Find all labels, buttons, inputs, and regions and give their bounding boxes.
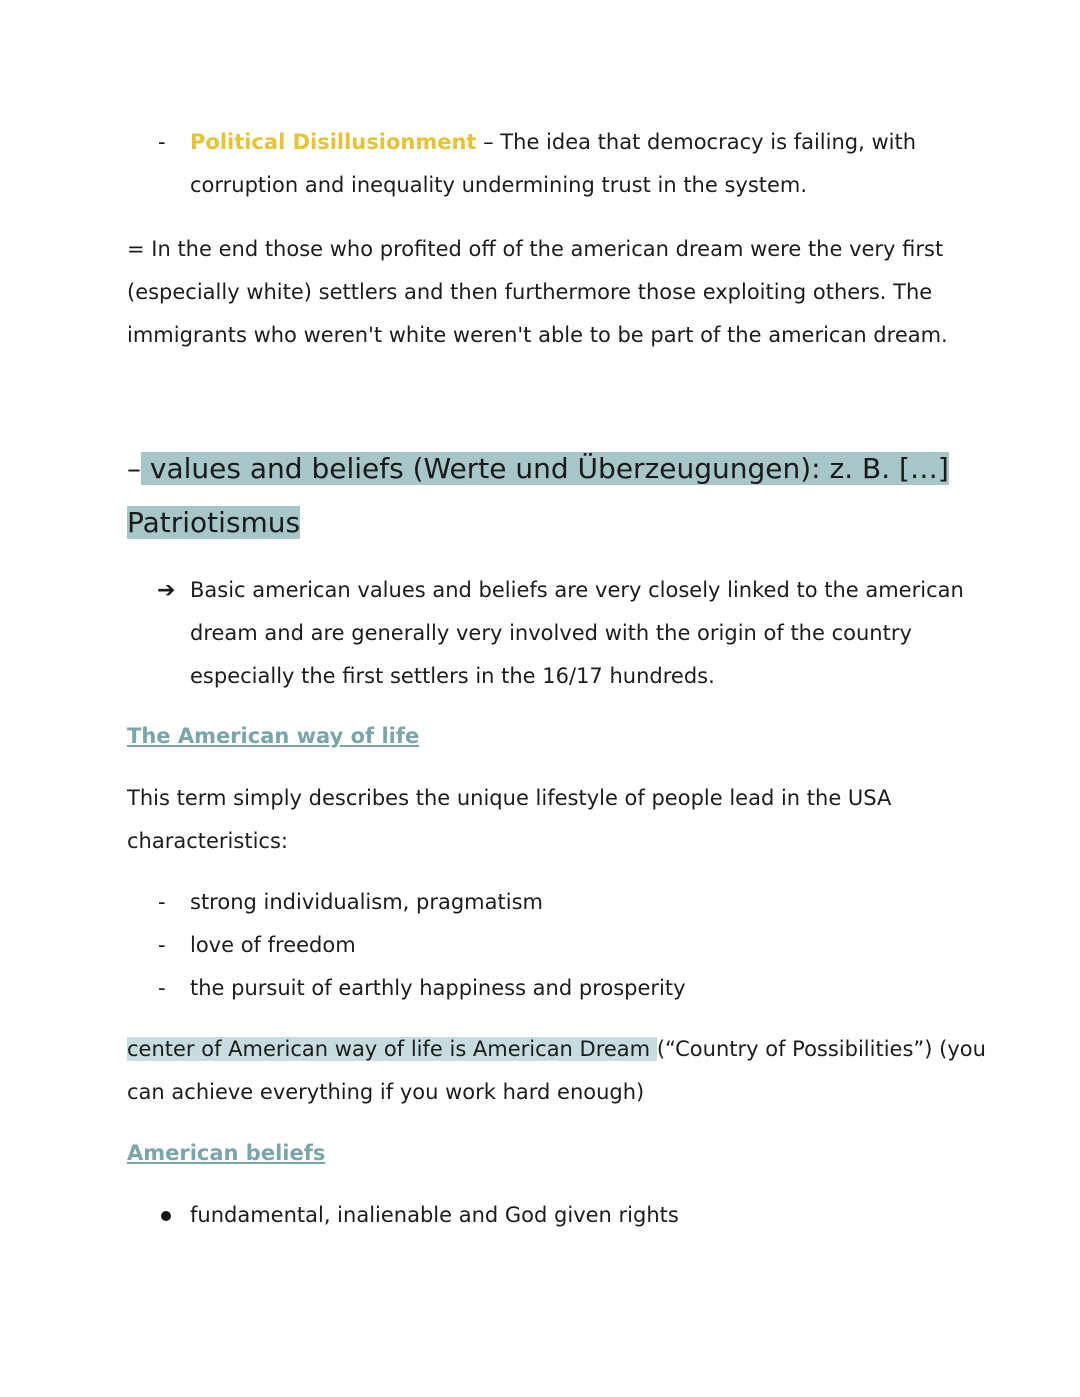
heading-highlighted-text: Patriotismus: [127, 506, 301, 539]
arrow-item-line: Basic american values and beliefs are very closely linked to the american: [190, 578, 964, 602]
heading-dash: –: [127, 452, 141, 485]
conclusion-line: = In the end those who profited off of the american dream were the very first: [127, 237, 944, 261]
center-paragraph-line: [127, 1028, 986, 1071]
list-marker: -: [158, 890, 166, 914]
list-marker: -: [158, 976, 166, 1000]
belief-list-item: [158, 1194, 679, 1237]
list-marker: -: [158, 933, 166, 957]
list-marker: -: [158, 130, 166, 154]
section-title-american-beliefs: American beliefs: [127, 1141, 326, 1165]
section-title-way-of-life: The American way of life: [127, 724, 420, 748]
keyword-political-disillusionment: Political Disillusionment: [190, 130, 477, 154]
conclusion-line: immigrants who weren't white weren't able to be part of the american dream.: [127, 323, 948, 347]
list-item-political-disillusionment: [190, 121, 916, 164]
bullet-dot-icon: [161, 1211, 171, 1221]
list-item: strong individualism, pragmatism: [190, 890, 543, 914]
highlighted-text: center of American way of life is American Dream: [127, 1037, 657, 1061]
paragraph-text: (“Country of Possibilities”) (you: [656, 1037, 986, 1061]
list-item-text: fundamental, inalienable and God given rights: [190, 1203, 679, 1227]
heading-highlighted-text: values and beliefs (Werte und Überzeugungen): z. B. […]: [141, 452, 949, 485]
list-item: the pursuit of earthly happiness and prosperity: [190, 976, 686, 1000]
conclusion-line: (especially white) settlers and then furthermore those exploiting others. The: [127, 280, 933, 304]
list-item: love of freedom: [190, 933, 356, 957]
list-item-text: – The idea that democracy is failing, with: [476, 130, 916, 154]
arrow-item-line: especially the first settlers in the 16/17 hundreds.: [190, 664, 715, 688]
paragraph-line: can achieve everything if you work hard enough): [127, 1080, 645, 1104]
arrow-right-icon: ➔: [157, 578, 176, 603]
section-heading-values: [127, 441, 949, 497]
arrow-item-line: dream and are generally very involved with the origin of the country: [190, 621, 912, 645]
section-heading-values-continued: [127, 495, 300, 551]
paragraph-line: characteristics:: [127, 829, 288, 853]
list-item-text-continued: corruption and inequality undermining trust in the system.: [190, 173, 808, 197]
paragraph-line: This term simply describes the unique lifestyle of people lead in the USA: [127, 786, 892, 810]
